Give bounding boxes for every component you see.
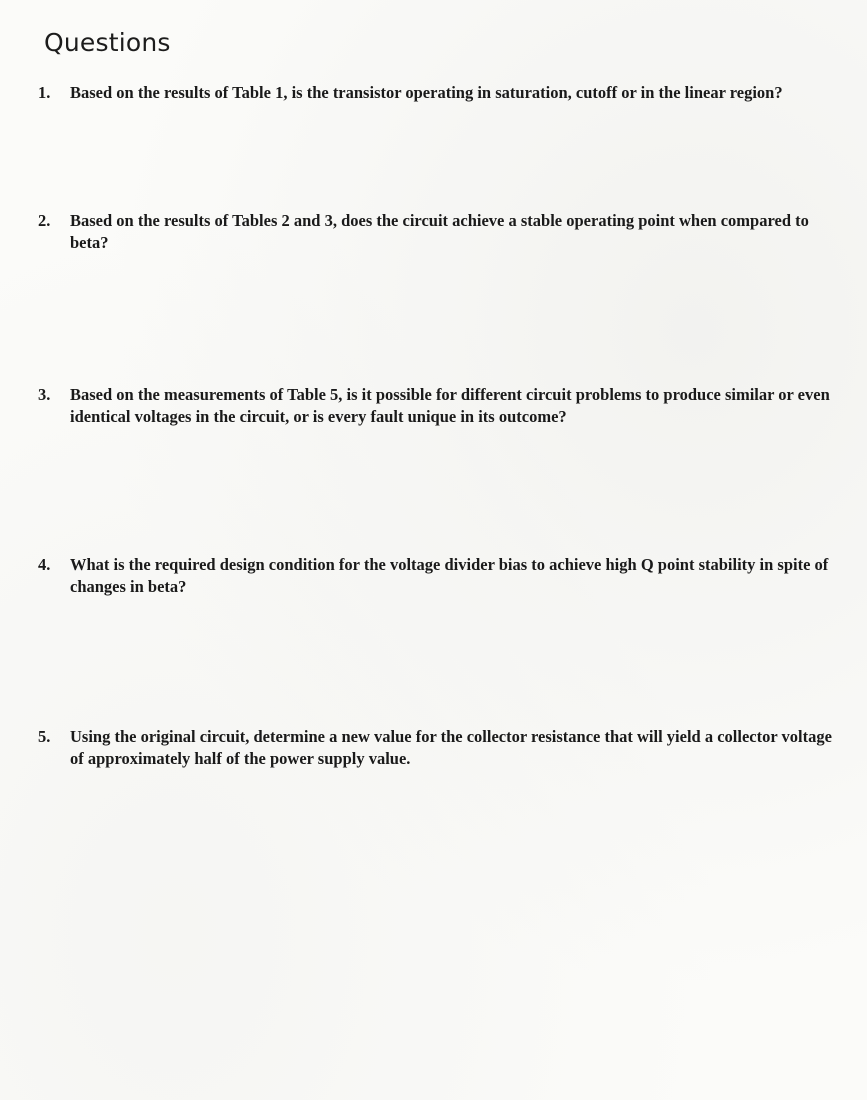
question-text: Based on the results of Table 1, is the transistor operating in saturation, cutoff or in the linear region? <box>70 83 783 102</box>
question-number: 5. <box>38 727 51 746</box>
question-number: 1. <box>38 83 51 102</box>
question-item <box>38 384 838 428</box>
page-title: Questions <box>44 28 171 57</box>
question-text: Based on the results of Tables 2 and 3, does the circuit achieve a stable operating point when compared to beta? <box>70 211 809 252</box>
question-item <box>38 82 838 104</box>
question-number: 4. <box>38 555 51 574</box>
question-number: 3. <box>38 385 51 404</box>
question-text: Based on the measurements of Table 5, is it possible for different circuit problems to produce similar or even identical voltages in the circuit, or is every fault unique in its outcome? <box>70 385 830 426</box>
question-number: 2. <box>38 211 51 230</box>
question-text: What is the required design condition for the voltage divider bias to achieve high Q point stability in spite of changes in beta? <box>70 555 829 596</box>
question-item <box>38 554 838 598</box>
question-item <box>38 210 838 254</box>
question-text: Using the original circuit, determine a new value for the collector resistance that will yield a collector voltage of approximately half of the power supply value. <box>70 727 832 768</box>
question-item <box>38 726 838 770</box>
